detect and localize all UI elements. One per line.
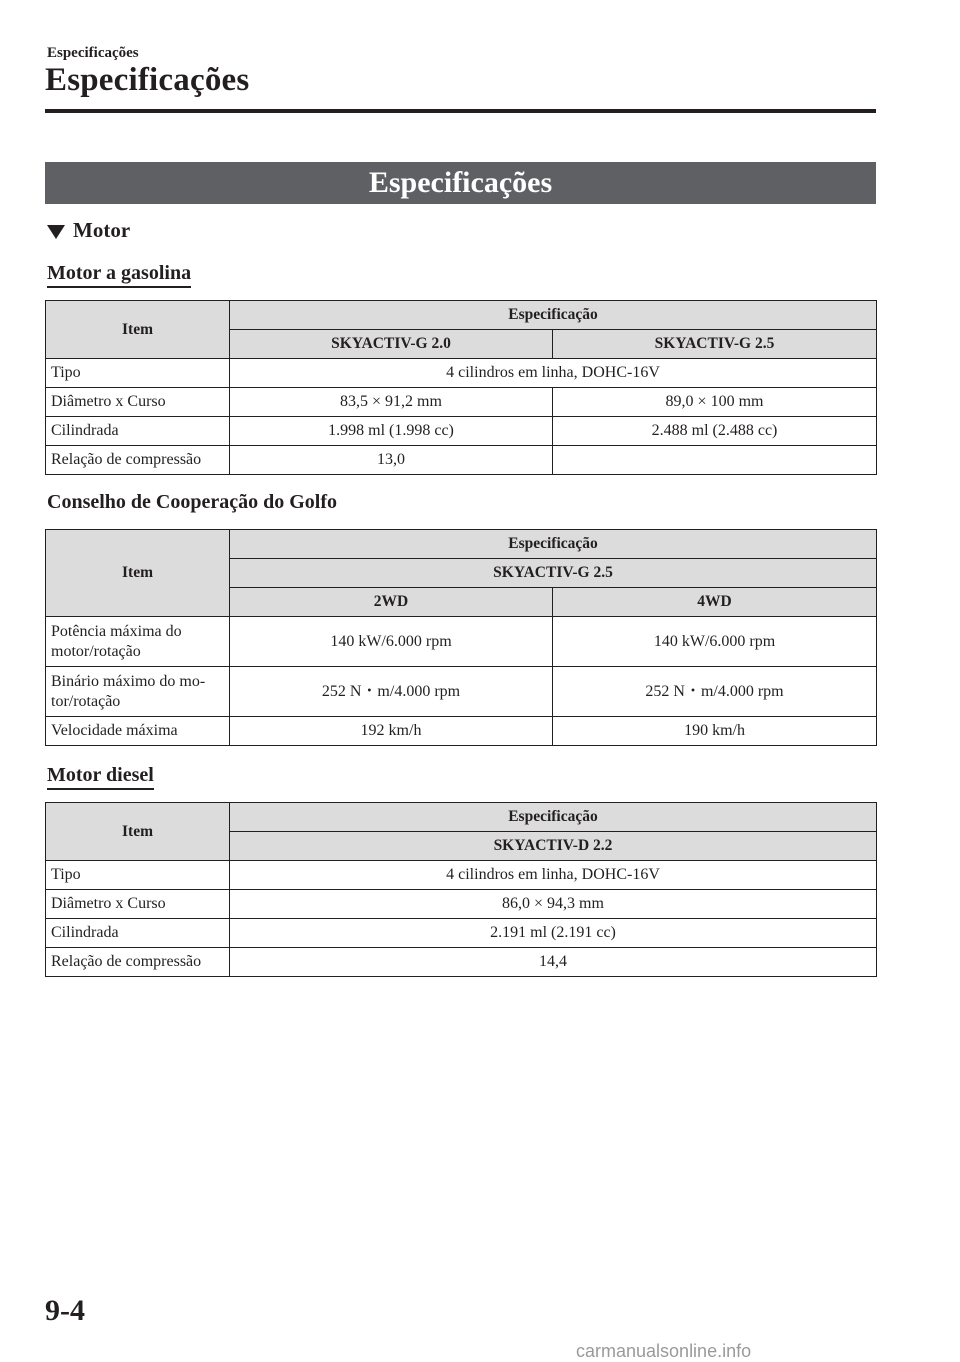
row-value: 190 km/h: [553, 717, 877, 746]
row-label-line: Potência máxima do: [51, 622, 182, 640]
row-value: 140 kW/6.000 rpm: [230, 617, 553, 667]
table-header-row: [46, 301, 877, 330]
row-value: 252 N・m/4.000 rpm: [553, 667, 877, 717]
table-row: [46, 890, 877, 919]
row-label-line: Binário máximo do mo-: [51, 672, 206, 690]
motor-heading-text: Motor: [73, 218, 131, 242]
table-row: [46, 919, 877, 948]
row-label: Tipo: [46, 861, 230, 890]
column-header: SKYACTIV-G 2.0: [230, 330, 553, 359]
gasoline-spec-table: [45, 300, 877, 475]
row-label: Relação de compressão: [46, 446, 230, 475]
row-value: 14,4: [230, 948, 877, 977]
diesel-spec-table: [45, 802, 877, 977]
item-header: Item: [46, 803, 230, 861]
row-value: 89,0 × 100 mm: [553, 388, 877, 417]
row-value: 2.191 ml (2.191 cc): [230, 919, 877, 948]
table-row: [46, 617, 877, 667]
table-row: [46, 667, 877, 717]
row-label-line: tor/rotação: [51, 692, 121, 710]
spec-header: Especificação: [230, 530, 877, 559]
spec-header: Especificação: [230, 301, 877, 330]
row-label: Relação de compressão: [46, 948, 230, 977]
table-row: [46, 861, 877, 890]
table-row: [46, 948, 877, 977]
column-header: 4WD: [553, 588, 877, 617]
row-value: 83,5 × 91,2 mm: [230, 388, 553, 417]
motor-heading: [47, 218, 130, 243]
row-label: [46, 667, 230, 717]
row-value: 1.998 ml (1.998 cc): [230, 417, 553, 446]
table-row: [46, 717, 877, 746]
gcc-title: Conselho de Cooperação do Golfo: [47, 491, 337, 513]
row-value: 4 cilindros em linha, DOHC-16V: [230, 861, 877, 890]
row-label: Diâmetro x Curso: [46, 388, 230, 417]
diesel-engine-title: Motor diesel: [47, 764, 154, 790]
gasoline-engine-title: Motor a gasolina: [47, 262, 191, 288]
model-header: SKYACTIV-D 2.2: [230, 832, 877, 861]
watermark: carmanualsonline.info: [576, 1341, 752, 1361]
row-label: Velocidade máxima: [46, 717, 230, 746]
row-label: Cilindrada: [46, 417, 230, 446]
column-header: 2WD: [230, 588, 553, 617]
model-header: SKYACTIV-G 2.5: [230, 559, 877, 588]
gcc-spec-table: [45, 529, 877, 746]
row-label: Cilindrada: [46, 919, 230, 948]
running-section-label: Especificações: [47, 45, 139, 61]
row-label-line: motor/rotação: [51, 642, 141, 660]
row-value: 252 N・m/4.000 rpm: [230, 667, 553, 717]
table-row: [46, 417, 877, 446]
section-banner: Especificações: [45, 162, 876, 204]
chapter-title: Especificações: [45, 62, 250, 98]
table-header-row: [46, 530, 877, 559]
header-divider: [45, 109, 876, 113]
row-label: Tipo: [46, 359, 230, 388]
row-value: 2.488 ml (2.488 cc): [553, 417, 877, 446]
row-value: 13,0: [230, 446, 553, 475]
row-value: 4 cilindros em linha, DOHC-16V: [230, 359, 877, 388]
table-header-row: [46, 803, 877, 832]
triangle-bullet-icon: [47, 225, 65, 239]
item-header: Item: [46, 530, 230, 617]
column-header: SKYACTIV-G 2.5: [553, 330, 877, 359]
row-value: 192 km/h: [230, 717, 553, 746]
spec-header: Especificação: [230, 803, 877, 832]
row-label: [46, 617, 230, 667]
empty-cell: [553, 446, 877, 475]
row-value: 86,0 × 94,3 mm: [230, 890, 877, 919]
table-row: [46, 359, 877, 388]
row-label: Diâmetro x Curso: [46, 890, 230, 919]
table-row: [46, 446, 877, 475]
table-row: [46, 388, 877, 417]
row-value: 140 kW/6.000 rpm: [553, 617, 877, 667]
page-number: 9-4: [45, 1294, 85, 1327]
item-header: Item: [46, 301, 230, 359]
